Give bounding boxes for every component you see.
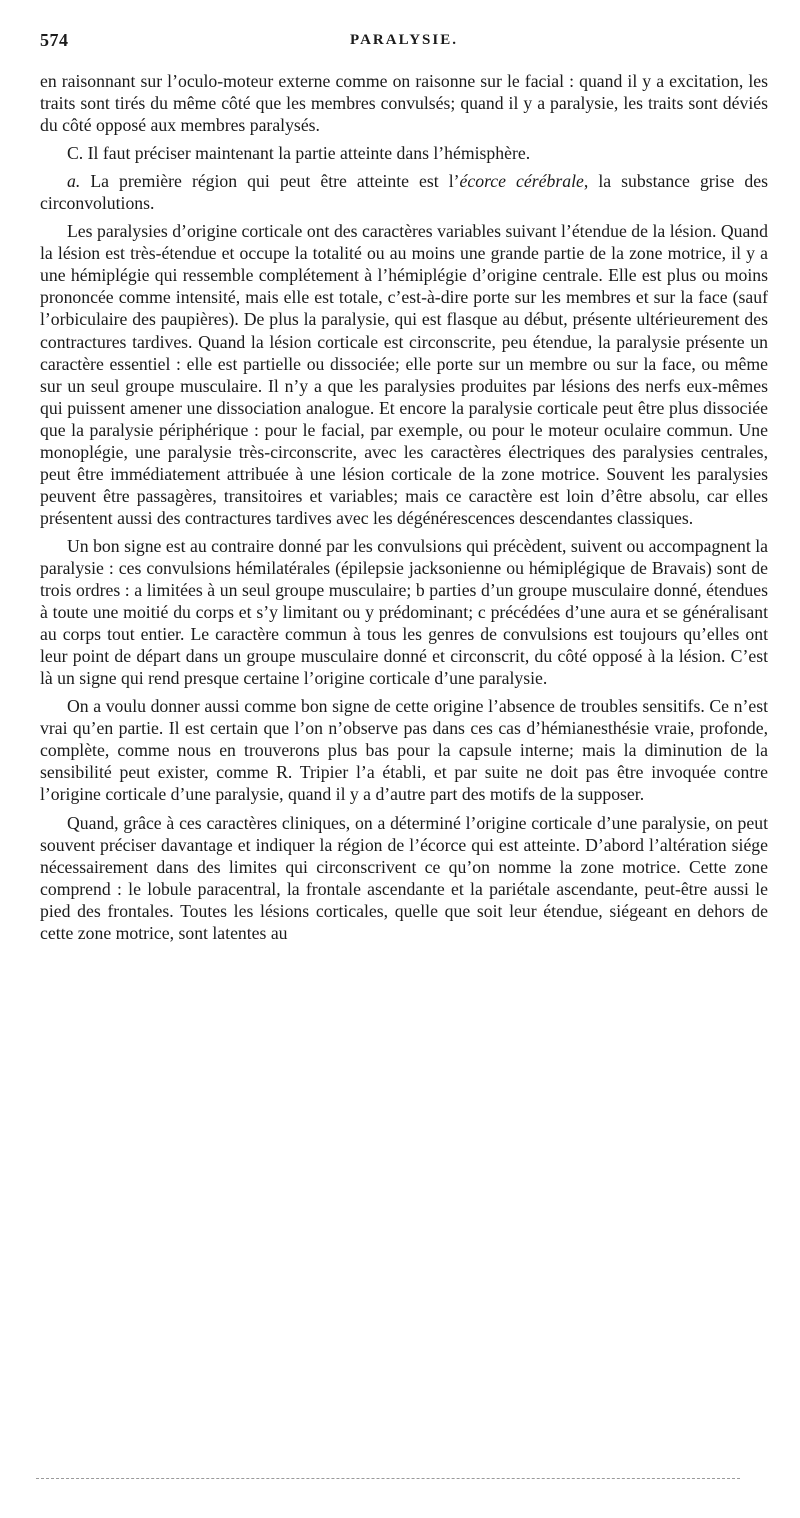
paragraph-section-c: C. Il faut préciser maintenant la partie atteinte dans l’hémisphère. [67,143,531,164]
page-number: 574 [40,30,69,50]
book-page [40,30,768,944]
section-a-italic-term: écorce cérébrale [459,171,584,192]
section-a-text-after: , la substance grise des circonvolutions. [40,171,768,214]
paragraph-section-a [40,170,768,214]
page-body [40,70,768,944]
running-head: PARALYSIE. [350,32,458,48]
paragraph-convulsions: Un bon signe est au contraire donné par les convulsions qui précèdent, suivent ou accompagnent la paralysie : ces convulsions hémilatérales (épilepsie jacksonienne ou hémiplégique de Bravais) sont de trois ordres : a limitées à un seul groupe musculaire; b parties d’un groupe musculaire donné, étendues à toute une moitié du corps et s’y limitant ou y prédominant; c précédées d’une aura et se généralisant au corps tout entier. Le caractère commun à tous les genres de convulsions est toujours qu’elles ont leur point de départ dans un groupe musculaire donné et circonscrit, du côté opposé à la lésion. C’est là un signe qui rend presque certaine l’origine corticale d’une paralysie. [40,535,768,689]
section-marker: a. [67,171,81,192]
paragraph-continuation: en raisonnant sur l’oculo-moteur externe comme on raisonne sur le facial : quand il y a excitation, les traits sont tirés du même côté que les membres convulsés; quand il y a paralysie, les traits sont déviés du côté opposé aux membres paralysés. [40,71,768,136]
paragraph-motor-zone: Quand, grâce à ces caractères cliniques, on a déterminé l’origine corticale d’une paralysie, on peut souvent préciser davantage et indiquer la région de l’écorce qui est atteinte. D’abord l’altération siége nécessairement dans des limites qui circonscrivent ce qu’on nomme la zone motrice. Cette zone comprend : le lobule paracentral, la frontale ascendante et la pariétale ascendante, peut-être aussi le pied des frontales. Toutes les lésions corticales, quelle que soit leur étendue, siégeant en dehors de cette zone motrice, sont latentes au [40,812,768,943]
footer-dashed-rule [36,1478,740,1479]
section-a-text-before: La première région qui peut être atteinte est l’ [80,171,460,192]
page-header [40,30,768,54]
paragraph-sensory-troubles: On a voulu donner aussi comme bon signe de cette origine l’absence de troubles sensitifs. Ce n’est vrai qu’en partie. Il est certain que l’on n’observe pas dans ces cas d’hémianesthésie vraie, profonde, complète, comme nous en trouverons plus bas pour la capsule interne; mais la diminution de la sensibilité peut exister, comme R. Tripier l’a établi, et par suite ne doit pas être invoquée contre l’origine corticale d’une paralysie, quand il y a d’autre part des motifs de la supposer. [40,696,768,805]
paragraph-cortical-paralysis: Les paralysies d’origine corticale ont des caractères variables suivant l’étendue de la lésion. Quand la lésion est très-étendue et occupe la totalité ou au moins une grande partie de la zone motrice, il y a une hémiplégie qui ressemble complétement à l’hémiplégie d’origine centrale. Elle est plus ou moins prononcée comme intensité, mais elle est totale, c’est-à-dire porte sur les membres et sur la face (sauf l’orbiculaire des paupières). De plus la paralysie, qui est flasque au début, présente ultérieurement des contractures tardives. Quand la lésion corticale est circonscrite, peu étendue, la paralysie présente un caractère essentiel : elle est partielle ou dissociée; elle porte sur un membre ou sur la face, ou même sur un seul groupe musculaire. Il n’y a que les paralysies produites par lésions des nerfs eux-mêmes qui puissent amener une dissociation analogue. Et encore la paralysie corticale peut être plus dissociée que la paralysie périphérique : pour le facial, par exemple, ou pour le moteur oculaire commun. Une monoplégie, une paralysie très-circonscrite, avec les caractères électriques des paralysies centrales, peut être immédiatement attribuée à une lésion corticale de la zone motrice. Souvent les paralysies peuvent être passagères, transitoires et variables; mais ce caractère est loin d’être absolu, car elles présentent aussi des contractures tardives avec les dégénérescences descendantes classiques. [40,221,768,528]
